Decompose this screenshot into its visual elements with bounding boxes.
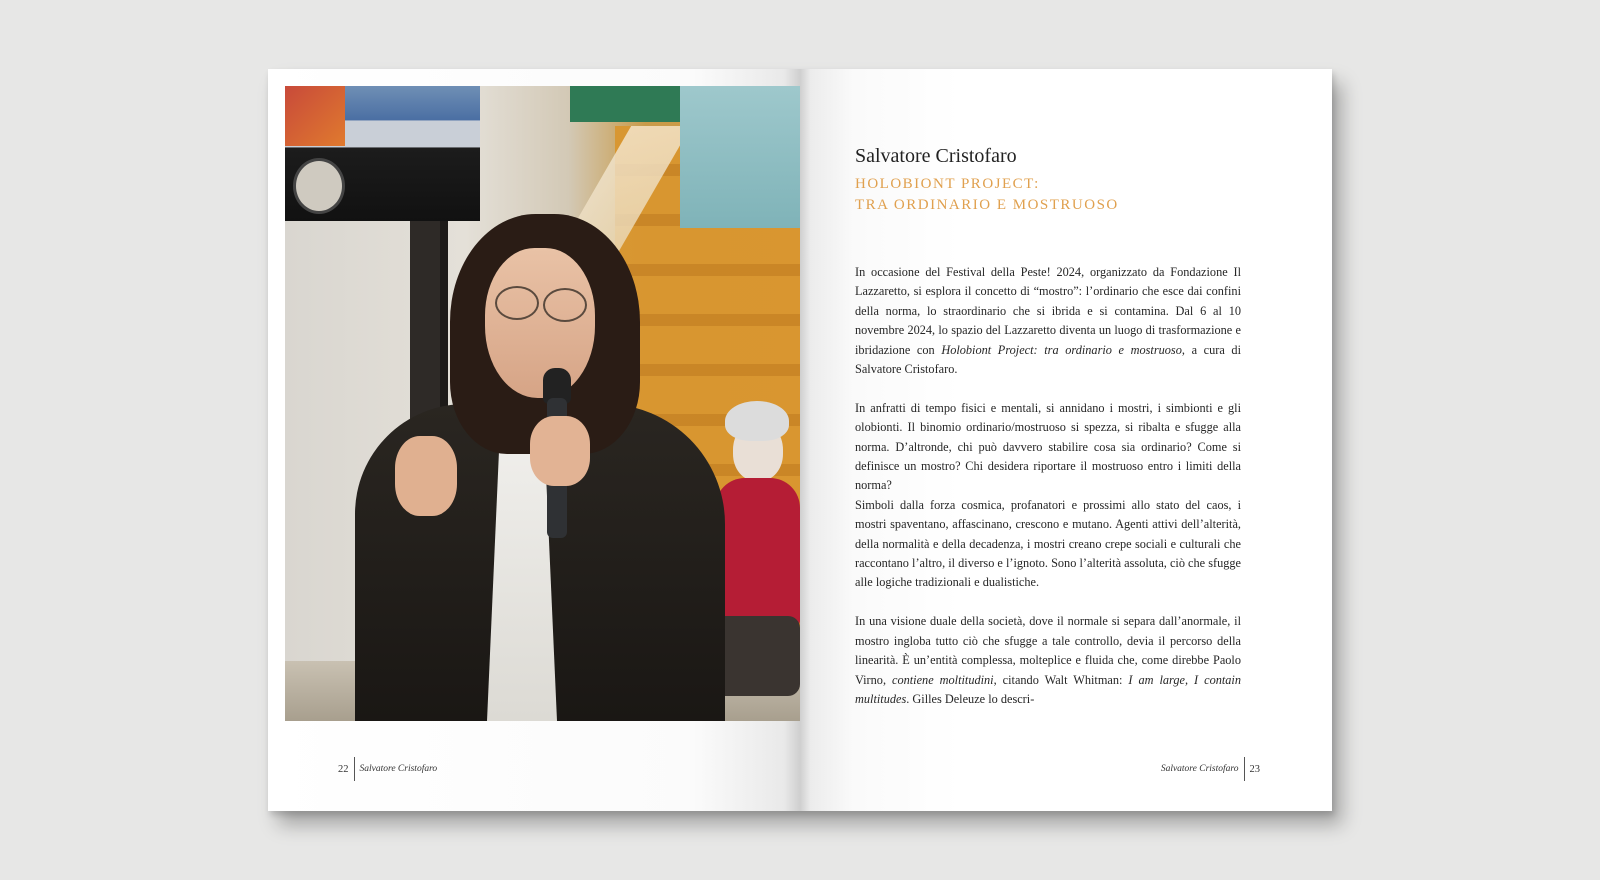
right-folio xyxy=(1161,757,1260,781)
left-page xyxy=(268,69,800,811)
article-subtitle xyxy=(855,174,1235,216)
paragraph-2: In anfratti di tempo fisici e mentali, si annidano i mostri, i simbionti e gli olobionti. Il binomio ordinario/mostruoso si spezza, si ribalta e sfugge alla norma. D’altronde, chi può davvero stabilire cosa sia ordinario? Come si definisce un mostro? Chi desidera riportare il mostruoso entro i limiti della norma? xyxy=(855,400,1241,493)
folio-divider xyxy=(1244,757,1245,781)
article-body xyxy=(855,263,1241,729)
subtitle-line-2: TRA ORDINARIO E MOSTRUOSO xyxy=(855,197,1119,213)
book-spread xyxy=(268,69,1332,811)
left-running-head: Salvatore Cristofaro xyxy=(359,764,438,774)
left-page-number: 22 xyxy=(338,763,349,775)
paragraph-3: Simboli dalla forza cosmica, profanatori e prossimi allo stato del caos, i mostri spaventano, affascinano, crescono e mutano. Agenti attivi dell’alterità, della normalità e della decadenza, i mostri creano crepe sociali e culturali che raccontano l’altro, il diverso e l’ignoto. Sono l’alterità assoluta, ciò che sfugge alle logiche tradizionali e dualistiche. xyxy=(855,497,1241,590)
subtitle-line-1: HOLOBIONT PROJECT: xyxy=(855,176,1040,192)
paragraph-4: In una visione duale della società, dove il normale si separa dall’anormale, il mostro ingloba tutto ciò che sfugge a tale controllo, devia il percorso della linearità. È un’entità complessa, molteplice e fluida che, come direbbe Paolo Virno, contiene moltitudini, citando Walt Whitman: I am large, I contain multitudes. Gilles Deleuze lo descri- xyxy=(855,614,1241,706)
paragraph-1: In occasione del Festival della Peste! 2024, organizzato da Fondazione Il Lazzaretto, si esplora il concetto di “mostro”: l’ordinario che esce dai confini della norma, lo straordinario che si ibrida e si contamina. Dal 6 al 10 novembre 2024, lo spazio del Lazzaretto diventa un luogo di trasformazione e ibridazione con Holobiont Project: tra ordinario e mostruoso, a cura di Salvatore Cristofaro. xyxy=(855,265,1241,377)
speaker-photo xyxy=(285,86,800,721)
right-page xyxy=(800,69,1332,811)
author-name: Salvatore Cristofaro xyxy=(855,145,1017,167)
right-running-head: Salvatore Cristofaro xyxy=(1160,764,1239,774)
left-folio xyxy=(338,757,437,781)
folio-divider xyxy=(354,757,355,781)
right-page-number: 23 xyxy=(1249,763,1260,775)
